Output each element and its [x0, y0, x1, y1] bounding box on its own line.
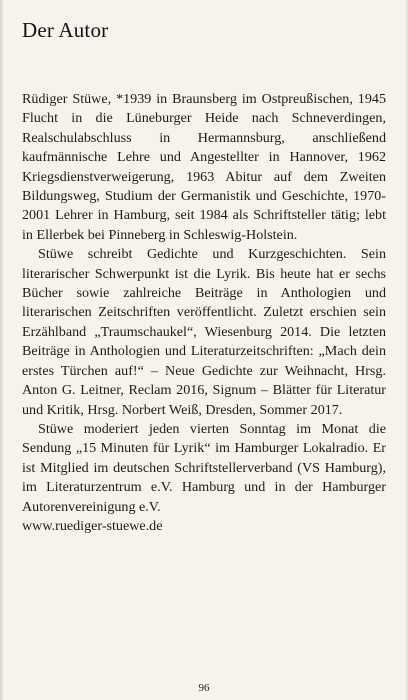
bio-paragraph-works: Stüwe schreibt Gedichte und Kurzgeschichten. Sein literarischer Schwerpunkt ist die Lyrik. Bis heute hat er sechs Bücher sowie zahlreiche Beiträge in Anthologien und literarischen Zeitschriften veröffentlicht. Zuletzt erschien sein Erzählband „Traumschaukel“, Wiesenburg 2014. Die letzten Beiträge in Anthologien und Literaturzeitschriften: „Mach dein erstes Türchen auf!“ – Neue Gedichte zur Weihnacht, Hrsg. Anton G. Leitner, Reclam 2016, Signum – Blätter für Literatur und Kritik, Hrsg. Norbert Weiß, Dresden, Sommer 2017. — [22, 246, 386, 418]
author-bio — [22, 90, 386, 536]
section-heading: Der Autor — [22, 18, 109, 42]
bio-paragraph-activities: Stüwe moderiert jeden vierten Sonntag im Monat die Sendung „15 Minuten für Lyrik“ im Hamburger Lokalradio. Er ist Mitglied im deutschen Schriftstellerverband (VS Hamburg), im Literaturzentrum e.V. Hamburg und in der Hamburger Autorenvereinigung e.V. — [22, 420, 386, 515]
page-number: 96 — [198, 682, 210, 694]
bio-paragraph-biography: Rüdiger Stüwe, *1939 in Braunsberg im Ostpreußischen, 1945 Flucht in die Lüneburger Heide nach Schneverdingen, Realschulabschluss in Hermannsburg, anschließend kaufmännische Lehre und Angestellter in Hannover, 1962 Kriegsdienstverweigerung, 1963 Abitur auf dem Zweiten Bildungsweg, Studium der Germanistik und Geschichte, 1970-2001 Lehrer in Hamburg, seit 1984 als Schriftsteller tätig; lebt in Ellerbek bei Pinneberg in Schleswig-Holstein. — [22, 91, 386, 243]
website-link[interactable]: www.ruediger-stuewe.de — [22, 517, 163, 534]
page-edge-shadow — [0, 0, 4, 700]
